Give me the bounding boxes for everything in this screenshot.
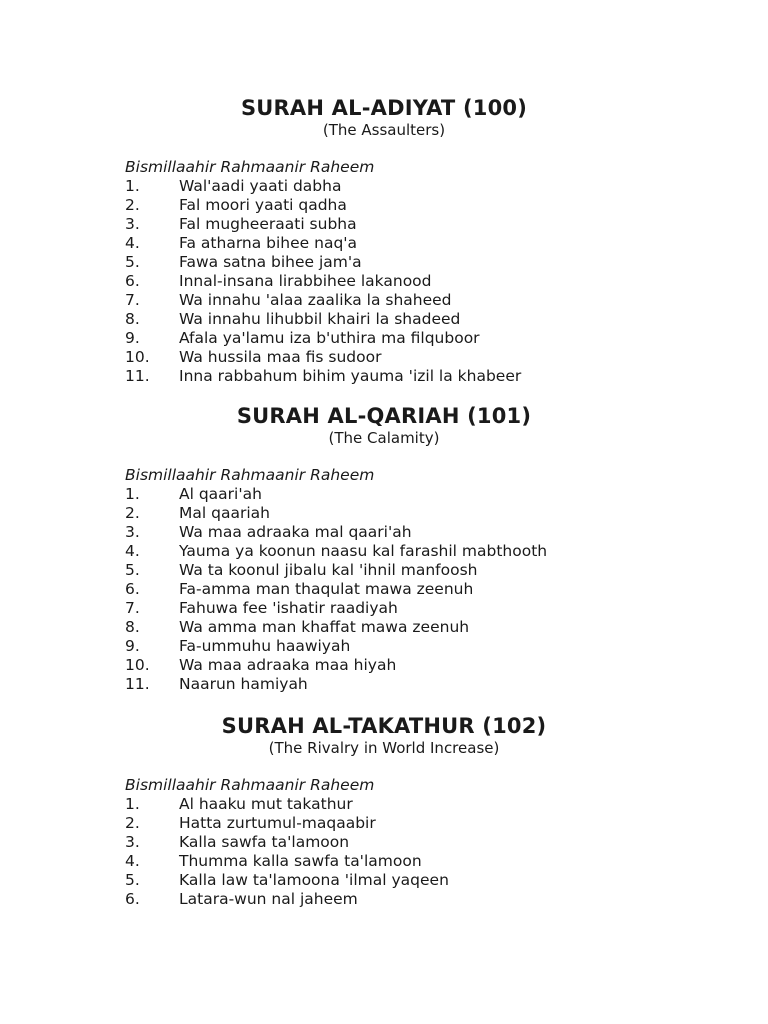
basmala: Bismillaahir Rahmaanir Raheem (125, 158, 375, 176)
verse-number: 8. (125, 618, 140, 636)
verse-item (125, 215, 521, 234)
verse-number: 3. (125, 215, 140, 233)
verse-item (125, 367, 521, 386)
verse-item (125, 580, 547, 599)
verse-item (125, 795, 449, 814)
verse-number: 3. (125, 523, 140, 541)
verse-text: Kalla law ta'lamoona 'ilmal yaqeen (179, 871, 449, 889)
verse-text: Yauma ya koonun naasu kal farashil mabthooth (179, 542, 548, 560)
verse-number: 5. (125, 561, 140, 579)
verse-number: 1. (125, 485, 140, 503)
verse-item (125, 177, 521, 196)
surah-title: SURAH AL-TAKATHUR (102) (221, 714, 547, 738)
verse-item (125, 272, 521, 291)
verse-item (125, 504, 547, 523)
verse-number: 11. (125, 367, 150, 385)
verse-number: 1. (125, 177, 140, 195)
verse-number: 4. (125, 542, 140, 560)
verse-text: Inna rabbahum bihim yauma 'izil la khabeer (179, 367, 522, 385)
verse-number: 11. (125, 675, 150, 693)
verse-number: 5. (125, 253, 140, 271)
verse-number: 8. (125, 310, 140, 328)
verse-text: Fa-amma man thaqulat mawa zeenuh (179, 580, 474, 598)
verse-number: 6. (125, 890, 140, 908)
verse-list (125, 177, 521, 386)
verse-text: Innal-insana lirabbihee lakanood (179, 272, 432, 290)
verse-text: Fa-ummuhu haawiyah (179, 637, 351, 655)
surah-title: SURAH AL-QARIAH (101) (236, 404, 532, 428)
verse-text: Wal'aadi yaati dabha (179, 177, 342, 195)
verse-item (125, 890, 449, 909)
verse-item (125, 291, 521, 310)
verse-text: Hatta zurtumul-maqaabir (179, 814, 376, 832)
basmala: Bismillaahir Rahmaanir Raheem (125, 466, 375, 484)
verse-number: 4. (125, 234, 140, 252)
verse-text: Al qaari'ah (179, 485, 262, 503)
verse-item (125, 852, 449, 871)
surah-section-102 (0, 713, 768, 908)
verse-text: Wa amma man khaffat mawa zeenuh (179, 618, 470, 636)
surah-title: SURAH AL-ADIYAT (100) (240, 96, 528, 120)
verse-text: Fal moori yaati qadha (179, 196, 347, 214)
verse-item (125, 814, 449, 833)
verse-text: Naarun hamiyah (179, 675, 308, 693)
verse-number: 2. (125, 504, 140, 522)
verse-item (125, 196, 521, 215)
verse-number: 6. (125, 580, 140, 598)
verse-item (125, 833, 449, 852)
verse-number: 9. (125, 329, 140, 347)
basmala: Bismillaahir Rahmaanir Raheem (125, 776, 375, 794)
verse-text: Wa ta koonul jibalu kal 'ihnil manfoosh (179, 561, 478, 579)
verse-number: 7. (125, 291, 140, 309)
verse-item (125, 871, 449, 890)
verse-text: Fa atharna bihee naq'a (179, 234, 358, 252)
surah-section-101 (0, 403, 768, 693)
verse-text: Thumma kalla sawfa ta'lamoon (179, 852, 422, 870)
surah-subtitle: (The Calamity) (328, 429, 440, 447)
verse-number: 1. (125, 795, 140, 813)
verse-text: Afala ya'lamu iza b'uthira ma filquboor (179, 329, 480, 347)
surah-subtitle: (The Assaulters) (322, 121, 446, 139)
verse-item (125, 542, 547, 561)
verse-item (125, 348, 521, 367)
verse-item (125, 656, 547, 675)
verse-number: 10. (125, 348, 150, 366)
verse-text: Kalla sawfa ta'lamoon (179, 833, 350, 851)
verse-text: Latara-wun nal jaheem (179, 890, 358, 908)
verse-text: Mal qaariah (179, 504, 270, 522)
verse-item (125, 561, 547, 580)
verse-text: Wa innahu 'alaa zaalika la shaheed (179, 291, 452, 309)
verse-text: Fal mugheeraati subha (179, 215, 357, 233)
verse-item (125, 234, 521, 253)
surah-section-100 (0, 95, 768, 385)
verse-text: Fawa satna bihee jam'a (179, 253, 362, 271)
verse-number: 4. (125, 852, 140, 870)
verse-number: 7. (125, 599, 140, 617)
verse-text: Al haaku mut takathur (179, 795, 353, 813)
verse-text: Fahuwa fee 'ishatir raadiyah (179, 599, 398, 617)
verse-item (125, 599, 547, 618)
verse-number: 6. (125, 272, 140, 290)
verse-number: 5. (125, 871, 140, 889)
verse-item (125, 485, 547, 504)
verse-item (125, 637, 547, 656)
verse-text: Wa maa adraaka mal qaari'ah (179, 523, 412, 541)
verse-item (125, 618, 547, 637)
verse-number: 2. (125, 814, 140, 832)
verse-item (125, 329, 521, 348)
verse-item (125, 523, 547, 542)
verse-list (125, 485, 547, 694)
verse-item (125, 675, 547, 694)
verse-item (125, 253, 521, 272)
verse-text: Wa maa adraaka maa hiyah (179, 656, 397, 674)
verse-number: 3. (125, 833, 140, 851)
verse-item (125, 310, 521, 329)
verse-text: Wa innahu lihubbil khairi la shadeed (179, 310, 461, 328)
verse-list (125, 795, 449, 909)
verse-number: 10. (125, 656, 150, 674)
verse-number: 2. (125, 196, 140, 214)
verse-text: Wa hussila maa fis sudoor (179, 348, 382, 366)
verse-number: 9. (125, 637, 140, 655)
surah-subtitle: (The Rivalry in World Increase) (268, 739, 500, 757)
